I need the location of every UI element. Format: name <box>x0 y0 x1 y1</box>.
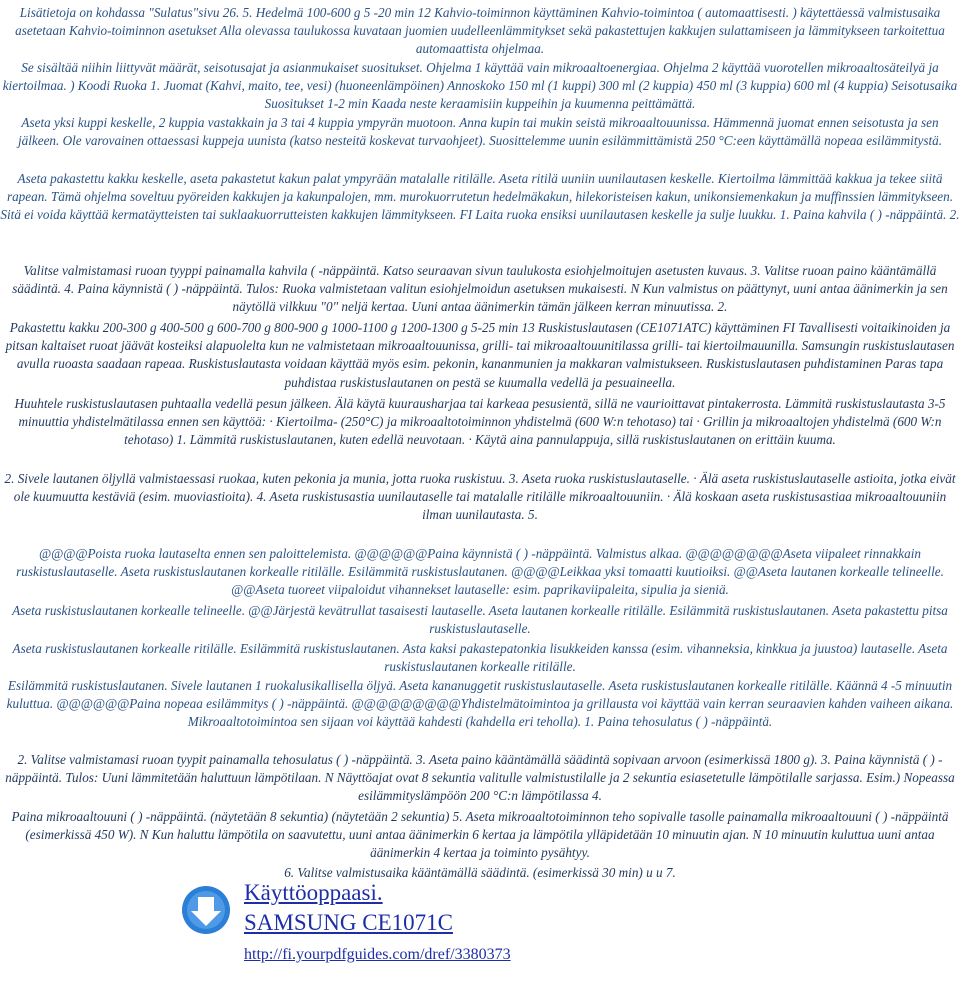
paragraph: 6. Valitse valmistusaika kääntämällä säädintä. (esimerkissä 30 min) u u 7. <box>284 865 676 880</box>
paragraph: Huuhtele ruskistuslautasen puhtaalla vedellä pesun jälkeen. Älä käytä kuurausharjaa tai karkeaa pesusientä, sillä ne vaurioittavat pintakerrosta. Lämmitä ruskistuslautasta 3-5 minuuttia yhdistelmätilassa ennen sen käyttöä: · Kiertoilma- (250°C) ja mikroaaltotoiminnon yhdistelmä (600 W:n tehotaso) tai · Grillin ja mikroaaltojen yhdistelmä (600 W:n tehotaso) 1. Lämmitä ruskistuslautanen, kuten edellä neuvotaan. · Käytä aina pannulappuja, sillä ruskistuslautanen on erittäin kuuma. <box>14 396 946 448</box>
download-arrow-icon <box>180 884 232 936</box>
link-product-model[interactable]: SAMSUNG CE1071C <box>244 910 453 935</box>
paragraph: Esilämmitä ruskistuslautanen. Sivele lautanen 1 ruokalusikallisella öljyä. Aseta kananuggetit ruskistuslautaselle. Aseta ruskistuslautanen korkealle ritilälle. Käännä 4 -5 minuutin kuluttua. @@@@@@Paina nopeaa esilämmitys ( ) -näppäintä. @@@@@@@@@Yhdistelmätoimintoa ja grillausta voi käyttää vain kerran seuraavien kahden vaiheen aikana. Mikroaaltotoimintoa sen sijaan voi käyttää kahdesti (kahdella eri teholla). 1. Paina tehosulatus ( ) -näppäintä. <box>6 678 954 730</box>
paragraph: Se sisältää niihin liittyvät määrät, seisotusajat ja asianmukaiset suositukset. Ohjelma 1 käyttää vain mikroaaltoenergiaa. Ohjelma 2 käyttää vuorotellen mikroaaltosäteilyä ja kiertoilmaa. ) Koodi Ruoka 1. Juomat (Kahvi, maito, tee, vesi) (huoneenlämpöinen) Annoskoko 150 ml (1 kuppi) 300 ml (2 kuppia) 450 ml (3 kuppia) 600 ml (4 kuppia) Seisotusaika Suositukset 1-2 min Kaada neste keraamisiin kuppeihin ja kuumenna peittämättä. <box>2 60 958 112</box>
paragraph: Pakastettu kakku 200-300 g 400-500 g 600-700 g 800-900 g 1000-1100 g 1200-1300 g 5-25 min 13 Ruskistuslautasen (CE1071ATC) käyttäminen FI Tavallisesti voitaikinoiden ja pitsan kaltaiset ruoat jäävät kosteiksi alapuolelta kun ne valmistetaan mikroaaltouunissa, grilli- tai mikroaaltouunitilassa grilli- tai kiertoilmauunilla. Samsungin ruskistuslautasen avulla ruoasta saadaan rapeaa. Ruskistuslautasta voidaan käyttää myös esim. pekonin, kananmunien ja makkaran valmistukseen. Ruskistuslautasen puhdistaminen Paras tapa puhdistaa ruskistuslautanen on pestä se kuumalla vedellä ja pesuaineella. <box>5 320 955 390</box>
paragraph: @@@@Poista ruoka lautaselta ennen sen paloittelemista. @@@@@@Paina käynnistä ( ) -näppäintä. Valmistus alkaa. @@@@@@@@Aseta viipaleet rinnakkain ruskistuslautaselle. Aseta ruskistuslautanen korkealle ritilälle. Esilämmitä ruskistuslautanen. @@@@Leikkaa yksi tomaatti kuutioiksi. @@Aseta lautanen korkealle telineelle. @@Aseta tuoreet viipaloidut vihannekset lautaselle: esim. paprikaviipaleita, sipulia ja sieniä. <box>16 546 944 598</box>
link-guide-url[interactable]: http://fi.yourpdfguides.com/dref/3380373 <box>244 946 511 963</box>
paragraph: Aseta ruskistuslautanen korkealle ritilälle. Esilämmitä ruskistuslautanen. Asta kaksi pakastepatonkia lisukkeiden kanssa (esim. vihanneksia, kinkkua ja juustoa) lautaselle. Aseta ruskistuslautanen korkealle ritilälle. <box>12 641 948 675</box>
paragraph: 2. Valitse valmistamasi ruoan tyypit painamalla tehosulatus ( ) -näppäintä. 3. Aseta paino kääntämällä säädintä sopivaan arvoon (esimerkissä 1800 g). 3. Paina käynnistä ( ) -näppäintä. Tulos: Uuni lämmitetään haluttuun lämpötilaan. N Näyttöajat ovat 8 sekuntia valitulle valmistustilalle ja 2 sekuntia esiasetetulle lämpötilalle sarjassa. Esim.) Nopeassa esilämmityslämpöön 200 °C:n lämpötilassa 4. <box>5 752 955 804</box>
paragraph: Aseta ruskistuslautanen korkealle telineelle. @@Järjestä kevätrullat tasaisesti lautaselle. Aseta lautanen korkealle ritilälle. Esilämmitä ruskistuslautanen. Aseta pakastettu pitsa ruskistuslautaselle. <box>12 603 948 637</box>
paragraph: Paina mikroaaltouuni ( ) -näppäintä. (näytetään 8 sekuntia) (näytetään 2 sekuntia) 5. Aseta mikroaaltotoiminnon teho sopivalle tasolle painamalla mikroaaltouuni ( ) -näppäintä (esimerkissä 450 W). N Kun haluttu lämpötila on saavutettu, uuni antaa äänimerkin 6 kertaa ja lämpötila ylläpidetään 10 minuutin ajan. N 10 minuutin kuluttua uuni antaa äänimerkin 4 kertaa ja toiminto pysähtyy. <box>11 809 949 861</box>
paragraph: 2. Sivele lautanen öljyllä valmistaessasi ruokaa, kuten pekonia ja munia, jotta ruoka ruskistuu. 3. Aseta ruoka ruskistuslautaselle. · Älä aseta ruskistuslautaselle astioita, jotka eivät ole kuumuutta kestäviä (esim. muoviastioita). 4. Aseta ruskistusastia uunilautaselle tai matalalle ritilälle mikroaaltouuniin. · Älä koskaan aseta ruskistusastiaa mikroaaltouuniin ilman uunilautasta. 5. <box>4 471 956 523</box>
paragraph: Valitse valmistamasi ruoan tyyppi painamalla kahvila ( -näppäintä. Katso seuraavan sivun taulukosta esiohjelmoitujen asetusten kuvaus. 3. Valitse ruoan paino kääntämällä säädintä. 4. Paina käynnistä ( ) -näppäintä. Tulos: Ruoka valmistetaan valitun esiohjelmoidun asetuksen mukaisesti. N Kun valmistus on päättynyt, uuni antaa äänimerkin ja sen näytöllä vilkkuu "0" neljä kertaa. Uuni antaa äänimerkin tämän jälkeen kerran minuutissa. 2. <box>12 263 948 315</box>
link-user-manual[interactable]: Käyttöoppaasi. <box>244 880 383 905</box>
footer <box>180 878 600 978</box>
paragraph: Aseta yksi kuppi keskelle, 2 kuppia vastakkain ja 3 tai 4 kuppia ympyrän muotoon. Anna kupin tai mukin seistä mikroaaltouunissa. Hämmennä juomat ennen seisotusta ja sen jälkeen. Ole varovainen ottaessasi kuppeja uunista (katso nesteitä koskevat turvaohjeet). Suosittelemme uunin esilämmittämistä 250 °C:een käyttämällä nopeaa esilämmitystä. <box>17 115 943 149</box>
paragraph: Lisätietoja on kohdassa "Sulatus"sivu 26. 5. Hedelmä 100-600 g 5 -20 min 12 Kahvio-toiminnon käyttäminen Kahvio-toimintoa ( automaattisesti. ) käytettäessä valmistusaika asetetaan Kahvio-toiminnon asetukset Alla olevassa taulukossa kuvataan juomien uudelleenlämmitykset sekä pakastettujen kakkujen sulattamiseen ja lämmitykseen tarkoitettua automaattista ohjelmaa. <box>15 5 945 57</box>
paragraph: Aseta pakastettu kakku keskelle, aseta pakastetut kakun palat ympyrään matalalle ritilälle. Aseta ritilä uuniin uunilautasen keskelle. Kiertoilma lämmittää kakkua ja tekee siitä rapean. Tämä ohjelma soveltuu pyöreiden kakkujen ja kakunpalojen, mm. murokuorrutetun hedelmäkakun, hilekoristeisen kakun, unikonsiemenkakun ja muffinssien lämmitykseen. Sitä ei voida käyttää kermatäytteisten tai suklaakuorrutteisten kakkujen lämmitykseen. FI Laita ruoka ensiksi uunilautasen keskelle ja sulje luukku. 1. Paina kahvila ( ) -näppäintä. 2. <box>0 171 960 223</box>
